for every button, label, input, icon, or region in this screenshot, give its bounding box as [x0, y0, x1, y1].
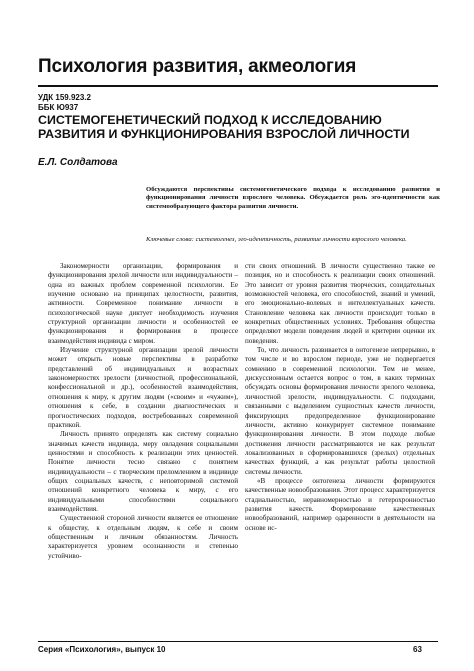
paragraph: «В процессе онтогенеза личности формируются качественные новообразования. Этот процесс характеризуется стадиальностью, неравномерностью и гетерохронностью развития качеств. Формирование качественных новообразований, например одаренности в деятельности на основе ис-	[245, 476, 435, 532]
paragraph: То, что личность развивается в онтогенезе непрерывно, в том числе и во взрослом периоде, уже не подвергается сомнению в современной психологии. Тем не менее, дискуссионным остается вопрос о том, в каких терминах обсуждать основы формирования личности зрелого человека, личностной зрелости, индивидуальности. С подходами, связанными с выделением сущностных качеств личности, фиксирующих предопределенное функционирование личности, активно конкурирует системное понимание функционирования личности. В этом подходе любые достижения личности рассматриваются не как результат локализованных в сформировавшихся (зрелых) отдельных качествах функций, а как результат работы целостной системы личности.	[245, 346, 435, 476]
udc-block	[38, 93, 91, 113]
paragraph: Изучение структурной организации зрелой личности может открыть новые перспективы в разработке представлений об индивидуальных и возрастных закономерностях зрелости (личностной, профессиональной, конфессиональной и др.), особенностей взаимодействия, отношения к миру, к другим людям («своим» и «чужим»), отношения к себе, в создании диагностических и прогностических подходов, востребованных современной практикой.	[48, 346, 238, 429]
paragraph: сти своих отношений. В личности существенно также ее позиция, но и способность к реализации своих отношений. Это зависит от уровня развития творческих, созидательных возможностей человека, его способностей, знаний и умений, его эмоционально-волевых и интеллектуальных качеств. Становление человека как личности происходит только в конкретных общественных условиях. Требования общества определяют модели поведения людей и критерии оценки их поведения.	[245, 262, 435, 345]
paragraph: Личность принято определять как систему социально значимых качеств индивида, меру овладения социальными ценностями и способность к реализации этих ценностей. Понятие личности тесно связано с понятием индивидуальности – с творческим преломлением в индивиде общих социальных качеств, с неповторимой системой отношений конкретного человека к миру, с его индивидуальными способностями социального взаимодействия.	[48, 430, 238, 513]
page-number: 63	[413, 645, 422, 654]
article-title: СИСТЕМОГЕНЕТИЧЕСКИЙ ПОДХОД К ИССЛЕДОВАНИЮ РАЗВИТИЯ И ФУНКЦИОНИРОВАНИЯ ВЗРОСЛОЙ ЛИЧНОСТИ	[38, 113, 410, 141]
paragraph: Существенной стороной личности является ее отношение к обществу, к отдельным людям, к себе и своим общественным и личным обязанностям. Личность характеризуется уровнем осознанности и степенью устойчиво-	[48, 514, 238, 560]
udc-code: УДК 159.923.2	[38, 93, 91, 102]
paragraph: Закономерности организации, формирования и функционирования зрелой личности или индивидуальности – одна из важных проблем современной психологии. Ее изучение основано на принципах целостности, развития, активности. Современное понимание личности в психологической науке диктует необходимость изучения структурной организации личности и особенностей ее функционирования и формирования в процессе взаимодействия индивида с миром.	[48, 262, 238, 345]
header-rule	[38, 85, 438, 87]
article-abstract: Обсуждаются перспективы системогенетического подхода к исследованию развития и функционирования личности взрослого человека. Обсуждается роль эго-идентичности как системообразующего фактора развития личности.	[146, 186, 440, 210]
footer-series: Серия «Психология», выпуск 10	[38, 645, 166, 654]
footer-rule	[38, 641, 438, 642]
section-rubric: Психология развития, акмеология	[38, 56, 357, 77]
article-keywords: Ключевые слова: системогенез, эго-идентичность, развитие личности взрослого человека.	[146, 236, 407, 243]
body-column-right	[245, 262, 435, 533]
article-author: Е.Л. Солдатова	[38, 157, 118, 168]
body-column-left	[48, 262, 238, 561]
bbk-code: ББК Ю937	[38, 103, 79, 112]
